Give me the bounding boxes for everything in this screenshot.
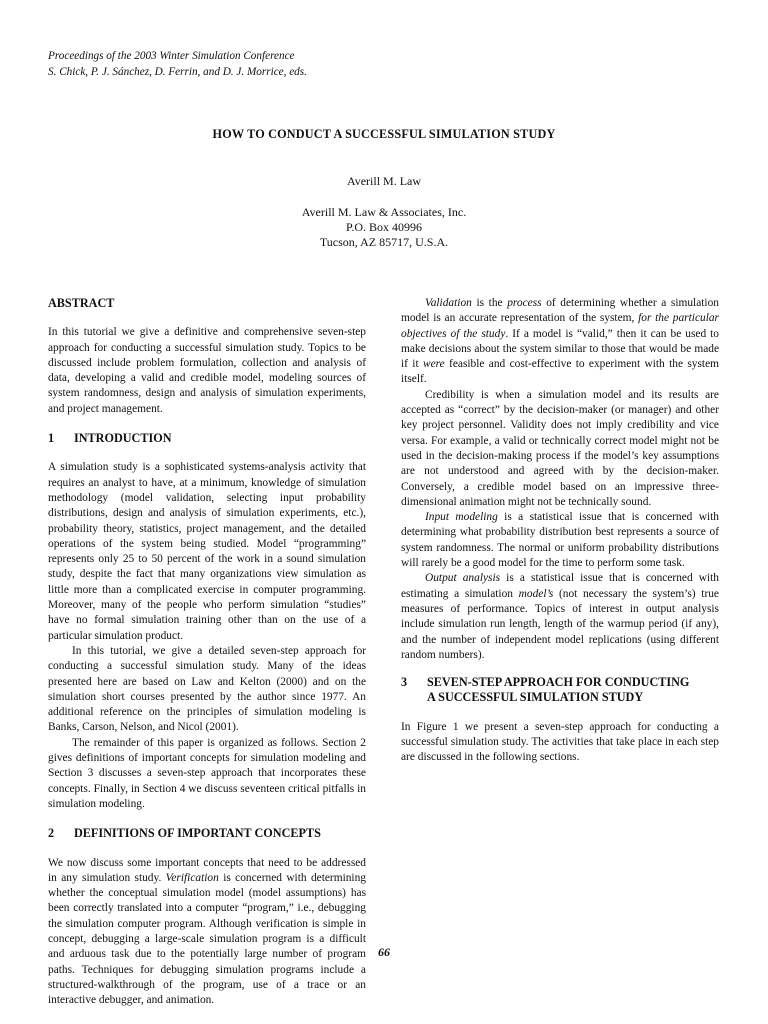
term-input-modeling: Input modeling bbox=[425, 511, 498, 524]
paragraph: Credibility is when a simulation model and its results are accepted as “correct” by the decision-maker (or manager) and other key project personnel. Validity does not imply credibility and vice versa. For example, a valid or technically correct model might not be used in the decision-making process if the model’s key assumptions are not understood and agreed with by the decision-maker. Conversely, a credible model based on an impressive three-dimensional animation might not be technically sound. bbox=[401, 388, 719, 508]
paragraph: In this tutorial, we give a detailed seven-step approach for conducting a successful simulation study. Many of the ideas presented here are based on Law and Kelton (2000) and on the simulation short courses presented by the author since 1977. An additional reference on the principles of simulation modeling is Banks, Carson, Nelson, and Nicol (2001). bbox=[48, 644, 366, 734]
paragraph: Output analysis is a statistical issue that is concerned with estimating a simulation model’s (not necessary the system’s) true measures of performance. Topics of interest in output analysis include simulation run length, length of the warmup period (if any), and the number of independent model replications (using different random numbers). bbox=[401, 572, 719, 661]
author-affiliation bbox=[0, 205, 768, 250]
author-name: Averill M. Law bbox=[346, 174, 422, 188]
section-number: 2 bbox=[48, 826, 55, 841]
paper-title: HOW TO CONDUCT A SUCCESSFUL SIMULATION STUDY bbox=[212, 127, 556, 141]
section-number: 3 bbox=[401, 675, 408, 690]
term-validation: Validation bbox=[425, 297, 472, 309]
section-3-heading bbox=[401, 675, 719, 706]
paragraph: A simulation study is a sophisticated systems-analysis activity that requires an analyst to have, at a minimum, knowledge of simulation methodology (model validation, selecting input probability distributions, design and analysis of simulation experiments, etc.), probability theory, statistics, project management, and the detailed operations of the system being studied. Model “programming” represents only 25 to 50 percent of the work in a sound simulation study, despite the fact that many organizations view simulation as little more than a complicated exercise in computer programming. Moreover, many of the people who perform simulation “studies” have no formal simulation training other than on the use of a particular simulation product. bbox=[48, 461, 366, 642]
paragraph: Validation is the process of determining whether a simulation model is an accurate representation of the system, for the particular objectives of the study. If a model is “valid,” then it can be used to make decisions about the system similar to those that would be made if it were feasible and cost-effective to experiment with the system itself. bbox=[401, 297, 720, 386]
right-column bbox=[401, 296, 719, 766]
proceedings-header bbox=[48, 48, 307, 80]
affiliation-line: P.O. Box 40996 bbox=[345, 220, 422, 234]
affiliation-line: Averill M. Law & Associates, Inc. bbox=[301, 205, 467, 219]
abstract-text: In this tutorial we give a definitive and comprehensive seven-step approach for conducting a successful simulation study. Topics to be discussed include problem formulation, collection and analysis of data, developing a valid and credible model, modeling sources of system randomness, design and analysis of simulation experiments, and project management. bbox=[48, 326, 366, 415]
abstract-heading: ABSTRACT bbox=[48, 296, 115, 310]
section-title: INTRODUCTION bbox=[74, 431, 172, 446]
section-title: SEVEN-STEP APPROACH FOR CONDUCTING A SUCCESSFUL SIMULATION STUDY bbox=[427, 675, 690, 705]
paragraph: In Figure 1 we present a seven-step approach for conducting a successful simulation study. The activities that take place in each step are discussed in the following sections. bbox=[401, 720, 719, 764]
left-column bbox=[48, 296, 366, 1008]
paragraph: We now discuss some important concepts that need to be addressed in any simulation study. Verification is concerned with determining whether the conceptual simulation model (model assumptions) has been correctly translated into a computer “program,” i.e., debugging the simulation computer program. Although verification is simple in concept, debugging a large-scale simulation program is a difficult and arduous task due to the potentially large number of program paths. Techniques for debugging simulation programs include a structured-walkthrough of the program, use of a trace or an interactive debugger, and animation. bbox=[48, 856, 366, 1007]
section-title: DEFINITIONS OF IMPORTANT CONCEPTS bbox=[74, 826, 321, 841]
paragraph: The remainder of this paper is organized as follows. Section 2 gives definitions of important concepts for simulation modeling and Section 3 discusses a seven-step approach that incorporates these concepts. Finally, in Section 4 we discuss seventeen critical pitfalls in simulation modeling. bbox=[48, 736, 366, 810]
section-2-heading bbox=[48, 826, 366, 841]
proceedings-line: Proceedings of the 2003 Winter Simulation Conference bbox=[48, 50, 295, 62]
term-verification: Verification bbox=[165, 871, 219, 884]
affiliation-line: Tucson, AZ 85717, U.S.A. bbox=[319, 235, 449, 249]
paragraph: Input modeling is a statistical issue that is concerned with determining what probability distribution best represents a source of system randomness. The normal or uniform probability distributions will rarely be a good model for the time to perform some task. bbox=[401, 511, 719, 570]
editors-line: S. Chick, P. J. Sánchez, D. Ferrin, and D. J. Morrice, eds. bbox=[48, 66, 307, 78]
section-number: 1 bbox=[48, 431, 55, 446]
section-1-heading bbox=[48, 431, 366, 446]
term-output-analysis: Output analysis bbox=[425, 572, 501, 585]
page-number: 66 bbox=[378, 945, 390, 959]
